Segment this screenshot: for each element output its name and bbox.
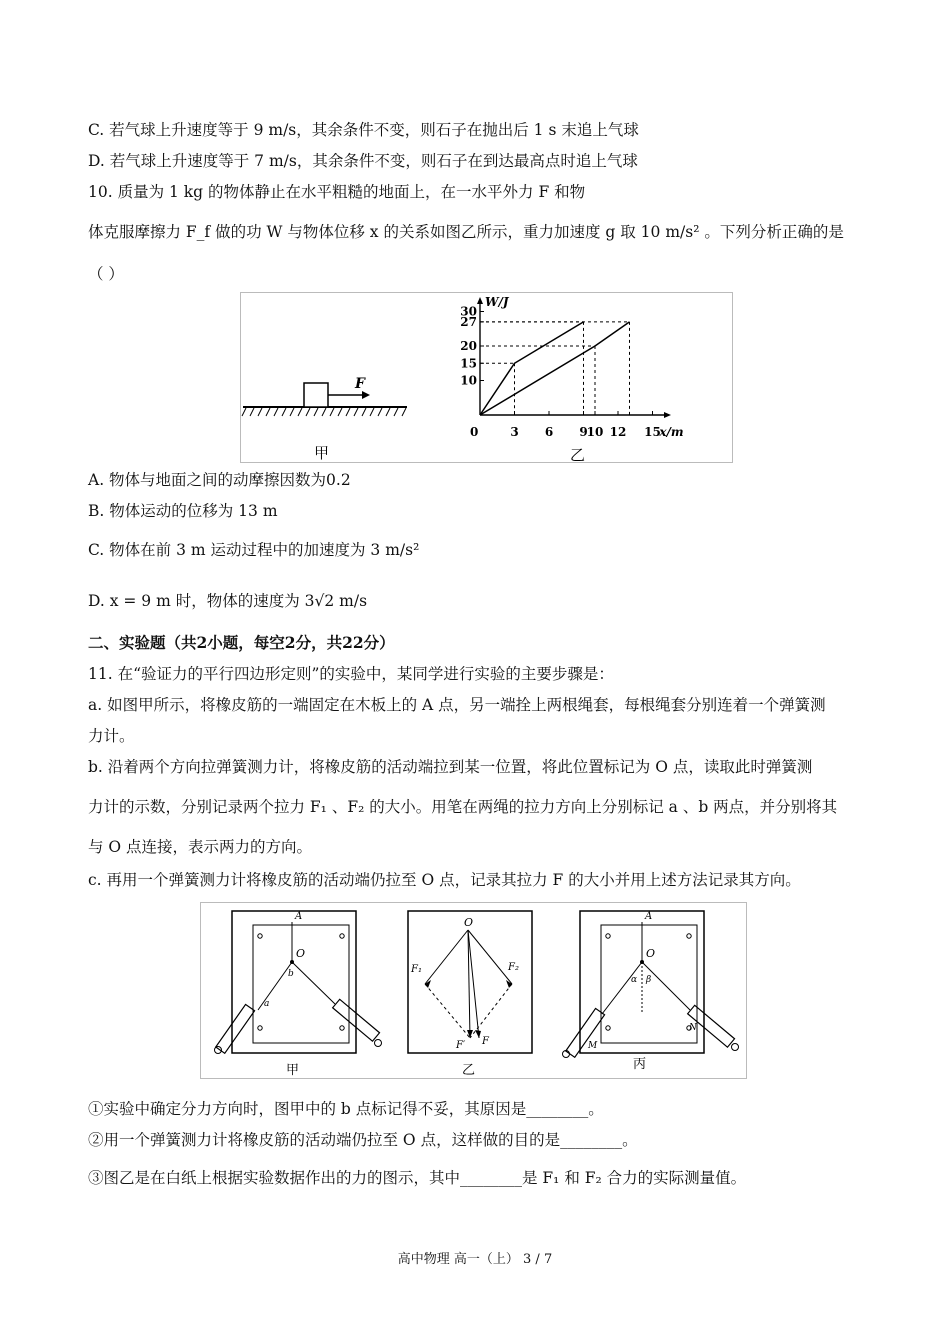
q10-figure bbox=[240, 292, 740, 464]
q11-step-a-line2: 力计。 bbox=[88, 727, 135, 745]
q11-sub3: ③图乙是在白纸上根据实验数据作出的力的图示，其中________是 F₁ 和 F₂ 合力的实际测量值。 bbox=[88, 1169, 747, 1187]
figure-jia bbox=[242, 376, 407, 462]
force-label: F bbox=[355, 376, 365, 392]
label-n: N bbox=[689, 1023, 697, 1033]
q11-sub1: ①实验中确定分力方向时，图甲中的 b 点标记得不妥，其原因是________。 bbox=[88, 1100, 604, 1118]
q11-step-c: c. 再用一个弹簧测力计将橡皮筋的活动端仍拉至 O 点，记录其拉力 F 的大小并用上述方法记录其方向。 bbox=[88, 871, 801, 889]
label-alpha: α bbox=[631, 975, 638, 985]
q11-step-b-line3: 与 O 点连接，表示两力的方向。 bbox=[88, 838, 313, 856]
series-line-1 bbox=[480, 322, 584, 415]
label-f: F bbox=[482, 1036, 489, 1047]
y-axis-arrow bbox=[477, 297, 483, 304]
q9-option-c: C. 若气球上升速度等于 9 m/s，其余条件不变，则石子在抛出后 1 s 末追上气球 bbox=[88, 121, 639, 139]
y-axis-label: W/J bbox=[485, 295, 509, 310]
y-tick-label: 30 bbox=[460, 304, 477, 319]
x-tick-label: 9 bbox=[579, 425, 588, 439]
q10-answer-bracket: （ ） bbox=[88, 265, 124, 283]
x-tick-label: 10 bbox=[586, 425, 604, 439]
caption-bing-11: 丙 bbox=[633, 1057, 647, 1072]
x-tick-label: 6 bbox=[544, 425, 554, 439]
q11-sub2: ②用一个弹簧测力计将橡皮筋的活动端仍拉至 O 点，这样做的目的是________。 bbox=[88, 1131, 638, 1149]
x-axis-arrow bbox=[664, 412, 671, 418]
label-a-mark: a bbox=[264, 999, 270, 1009]
x-axis-label: x/m bbox=[659, 425, 684, 439]
label-f2: F₂ bbox=[508, 962, 519, 973]
y-tick-label: 27 bbox=[460, 314, 477, 329]
caption-jia-11: 甲 bbox=[286, 1063, 300, 1078]
x-tick-label: 12 bbox=[609, 425, 627, 439]
q11-figure bbox=[200, 902, 750, 1080]
q11-stem: 11. 在“验证力的平行四边形定则”的实验中，某同学进行实验的主要步骤是： bbox=[88, 665, 614, 683]
section-heading: 二、实验题（共2小题，每空2分，共22分） bbox=[88, 633, 395, 652]
y-tick-label: 15 bbox=[460, 356, 477, 371]
y-tick-label: 20 bbox=[460, 339, 477, 353]
label-a-bing: A bbox=[645, 911, 653, 922]
q10-option-d: D. x = 9 m 时，物体的速度为 3√2 m/s bbox=[88, 592, 368, 610]
label-m: M bbox=[588, 1041, 598, 1051]
block bbox=[304, 383, 328, 407]
q10-stem-line1: 10. 质量为 1 kg 的物体静止在水平粗糙的地面上，在一水平外力 F 和物 bbox=[88, 183, 586, 201]
label-o-yi: O bbox=[464, 916, 474, 929]
series-line-2 bbox=[480, 322, 630, 415]
x-tick-label: 0 bbox=[470, 425, 479, 439]
x-tick-label: 15 bbox=[644, 425, 661, 439]
q9-option-d: D. 若气球上升速度等于 7 m/s，其余条件不变，则石子在到达最高点时追上气球 bbox=[88, 152, 638, 170]
label-f1: F₁ bbox=[411, 964, 422, 975]
q10-option-a: A. 物体与地面之间的动摩擦因数为0.2 bbox=[88, 471, 351, 489]
caption-yi: 乙 bbox=[570, 446, 586, 464]
q11-step-a-line1: a. 如图甲所示，将橡皮筋的一端固定在木板上的 A 点，另一端拴上两根绳套，每根绳套分别连着一个弹簧测 bbox=[88, 696, 826, 714]
label-a-point: A bbox=[295, 911, 303, 922]
x-tick-label: 3 bbox=[510, 425, 519, 439]
figure-jia-board bbox=[215, 911, 382, 1054]
page-footer: 高中物理 高一（上） 3 / 7 bbox=[397, 1252, 553, 1267]
label-beta: β bbox=[646, 975, 652, 985]
q10-option-b: B. 物体运动的位移为 13 m bbox=[88, 502, 278, 520]
label-f-prime: F′ bbox=[456, 1040, 466, 1051]
label-o-point: O bbox=[296, 947, 306, 960]
q10-stem-line2: 体克服摩擦力 F_f 做的功 W 与物体位移 x 的关系如图乙所示，重力加速度 g 取 10 m/s² 。下列分析正确的是 bbox=[88, 223, 844, 241]
label-b-point: b bbox=[288, 969, 294, 979]
caption-jia: 甲 bbox=[314, 444, 330, 462]
figure-yi-graph bbox=[460, 295, 683, 439]
q11-step-b-line1: b. 沿着两个方向拉弹簧测力计，将橡皮筋的活动端拉到某一位置，将此位置标记为 O 点，读取此时弹簧测 bbox=[88, 758, 813, 776]
q10-option-c: C. 物体在前 3 m 运动过程中的加速度为 3 m/s² bbox=[88, 541, 420, 559]
caption-yi-11: 乙 bbox=[462, 1063, 476, 1078]
label-o-bing: O bbox=[646, 947, 656, 960]
q11-step-b-line2: 力计的示数，分别记录两个拉力 F₁ 、F₂ 的大小。用笔在两绳的拉力方向上分别标记 a 、b 两点，并分别将其 bbox=[88, 798, 838, 816]
y-tick-label: 10 bbox=[460, 373, 477, 388]
